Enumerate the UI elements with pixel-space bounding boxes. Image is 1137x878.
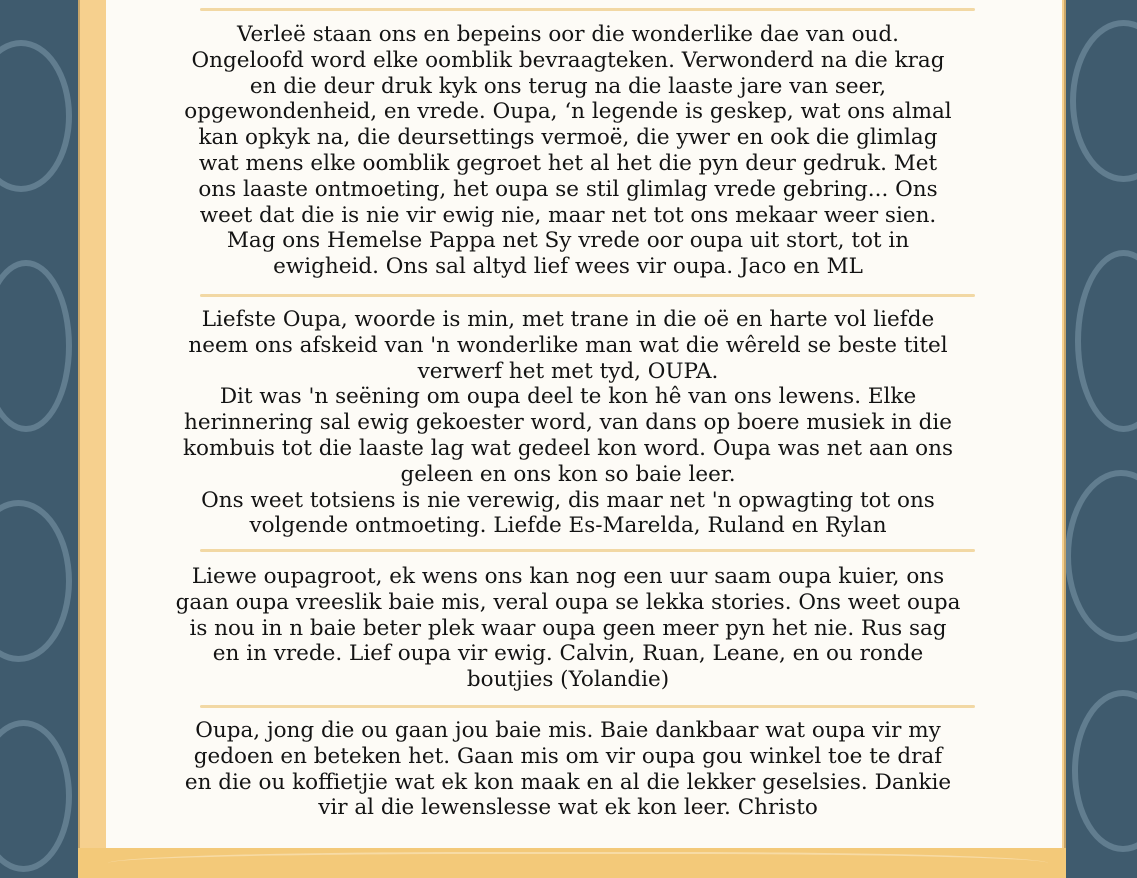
message-line: Ongeloofd word elke oomblik bevraagteken. Verwonderd na die krag xyxy=(191,47,945,73)
message-line: verwerf het met tyd, OUPA. xyxy=(417,358,719,384)
tribute-message-es-marelda xyxy=(108,307,1028,539)
tribute-message-calvin xyxy=(108,564,1028,693)
message-line: weet dat die is nie vir ewig nie, maar net tot ons mekaar weer sien. xyxy=(199,202,937,228)
damask-ornament xyxy=(1070,20,1137,182)
message-line: Liewe oupagroot, ek wens ons kan nog een uur saam oupa kuier, ons xyxy=(191,564,945,589)
damask-ornament xyxy=(0,260,72,432)
message-line: Ons weet totsiens is nie verewig, dis maar net 'n opwagting tot ons xyxy=(201,487,935,513)
message-line: wat mens elke oomblik gegroet het al het die pyn deur gedruk. Met xyxy=(198,150,938,176)
message-line: Liefste Oupa, woorde is min, met trane in die oë en harte vol liefde xyxy=(201,307,935,332)
damask-ornament xyxy=(0,500,72,662)
message-line: volgende ontmoeting. Liefde Es-Marelda, Ruland en Rylan xyxy=(249,513,887,539)
section-divider xyxy=(200,8,975,11)
message-line: Dit was 'n seëning om oupa deel te kon hê van ons lewens. Elke xyxy=(219,384,917,410)
message-line: vir al die lewenslesse wat ek kon leer. Christo xyxy=(318,795,818,821)
damask-ornament xyxy=(1072,690,1137,852)
tribute-message-christo xyxy=(108,718,1028,821)
message-line: neem ons afskeid van 'n wonderlike man wat die wêreld se beste titel xyxy=(188,332,948,358)
message-line: opgewondenheid, en vrede. Oupa, ‘n legende is geskep, wat ons almal xyxy=(184,99,952,125)
tribute-message-jaco-ml xyxy=(108,22,1028,280)
message-line: en in vrede. Lief oupa vir ewig. Calvin, Ruan, Leane, en ou ronde xyxy=(212,641,924,667)
damask-ornament xyxy=(0,720,72,872)
message-line: kombuis tot die laaste lag wat gedeel kon word. Oupa was net aan ons xyxy=(183,435,953,461)
message-line: Oupa, jong die ou gaan jou baie mis. Baie dankbaar wat oupa vir my xyxy=(195,718,941,743)
message-line: geleen en ons kon so baie leer. xyxy=(400,461,736,487)
damask-ornament xyxy=(1065,470,1137,642)
damask-ornament xyxy=(0,40,72,192)
message-line: gedoen en beteken het. Gaan mis om vir oupa gou winkel toe te draf xyxy=(193,743,943,769)
decorative-script-flourish xyxy=(108,852,1048,878)
message-line: gaan oupa vreeslik baie mis, veral oupa se lekka stories. Ons weet oupa xyxy=(175,589,961,615)
section-divider xyxy=(200,705,975,708)
message-line: Verleë staan ons en bepeins oor die wonderlike dae van oud. xyxy=(237,22,899,47)
message-line: ons laaste ontmoeting, het oupa se stil glimlag vrede gebring... Ons xyxy=(198,176,938,202)
damask-ornament xyxy=(1075,250,1137,432)
message-line: Mag ons Hemelse Pappa net Sy vrede oor oupa uit stort, tot in xyxy=(226,228,910,254)
message-line: en die deur druk kyk ons terug na die laaste jare van seer, xyxy=(249,73,887,99)
message-line: en die ou koffietjie wat ek kon maak en al die lekker geselsies. Dankie xyxy=(184,769,952,795)
message-line: ewigheid. Ons sal altyd lief wees vir oupa. Jaco en ML xyxy=(273,254,863,280)
section-divider xyxy=(200,294,975,297)
section-divider xyxy=(200,549,975,552)
message-line: is nou in n baie beter plek waar oupa geen meer pyn het nie. Rus sag xyxy=(189,615,947,641)
message-line: herinnering sal ewig gekoester word, van dans op boere musiek in die xyxy=(183,410,953,436)
message-line: boutjies (Yolandie) xyxy=(466,667,670,693)
message-line: kan opkyk na, die deursettings vermoë, die ywer en ook die glimlag xyxy=(198,125,938,151)
